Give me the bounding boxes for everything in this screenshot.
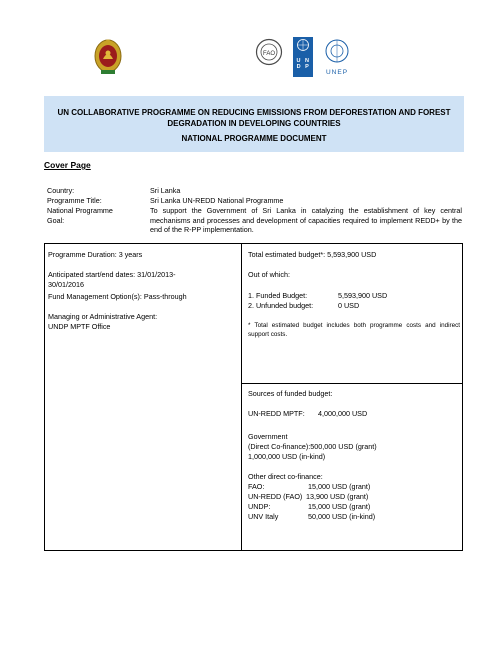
unv-label: UNV Italy xyxy=(248,512,279,521)
fao-value: 15,000 USD (grant) xyxy=(308,482,371,491)
programme-title-label: Programme Title: xyxy=(47,196,102,205)
goal-label-1: National Programme xyxy=(47,206,113,215)
undp-label: UNDP: xyxy=(248,502,271,511)
other-cofinance-title: Other direct co-finance: xyxy=(248,472,323,481)
svg-text:FAO: FAO xyxy=(262,51,276,57)
government-label: Government xyxy=(248,432,288,441)
title-line-3: NATIONAL PROGRAMME DOCUMENT xyxy=(181,134,327,143)
sri-lanka-emblem-icon xyxy=(93,37,123,77)
government-cofinance: (Direct Co-finance):500,000 USD (grant) xyxy=(248,442,377,451)
title-banner xyxy=(44,96,464,152)
fao-logo-icon xyxy=(255,38,283,66)
unfunded-budget-label: 2. Unfunded budget: xyxy=(248,301,314,310)
undp-logo xyxy=(293,37,313,77)
anticipated-dates-line-2: 30/01/2016 xyxy=(48,280,84,289)
title-line-2: DEGRADATION IN DEVELOPING COUNTRIES xyxy=(167,119,341,128)
sources-title: Sources of funded budget: xyxy=(248,389,333,398)
undp-text: U N D P xyxy=(296,58,310,70)
out-of-which: Out of which: xyxy=(248,270,290,279)
unfunded-budget-value: 0 USD xyxy=(338,301,360,310)
unredd-fao-label: UN-REDD (FAO) xyxy=(248,492,303,501)
unep-emblem-icon xyxy=(320,38,354,64)
unep-logo xyxy=(320,38,354,74)
managing-agent-label: Managing or Administrative Agent: xyxy=(48,312,158,321)
fund-management-option: Fund Management Option(s): Pass-through xyxy=(48,292,187,301)
programme-duration: Programme Duration: 3 years xyxy=(48,250,143,259)
table-column-divider xyxy=(241,243,242,551)
programme-title-value: Sri Lanka UN-REDD National Programme xyxy=(150,196,284,205)
title-line-1: UN COLLABORATIVE PROGRAMME ON REDUCING EMISSIONS FROM DEFORESTATION AND FOREST xyxy=(57,108,451,117)
unredd-mptf-value: 4,000,000 USD xyxy=(318,409,368,418)
fao-label: FAO: xyxy=(248,482,265,491)
country-value: Sri Lanka xyxy=(150,186,181,195)
table-row-divider xyxy=(241,383,463,384)
funded-budget-label: 1. Funded Budget: xyxy=(248,291,308,300)
unredd-fao-value: 13,900 USD (grant) xyxy=(306,492,369,501)
unredd-mptf-label: UN-REDD MPTF: xyxy=(248,409,305,418)
government-inkind: 1,000,000 USD (in-kind) xyxy=(248,452,326,461)
unv-value: 50,000 USD (in-kind) xyxy=(308,512,376,521)
cover-page-heading: Cover Page xyxy=(44,160,91,170)
goal-label-2: Goal: xyxy=(47,216,65,225)
funded-budget-value: 5,593,900 USD xyxy=(338,291,388,300)
country-label: Country: xyxy=(47,186,75,195)
anticipated-dates-line-1: Anticipated start/end dates: 31/01/2013- xyxy=(48,270,176,279)
unep-text: UNEP xyxy=(325,69,349,76)
un-emblem-icon xyxy=(293,37,313,53)
undp-value: 15,000 USD (grant) xyxy=(308,502,371,511)
budget-footnote: * Total estimated budget includes both programme costs and indirect support costs. xyxy=(248,322,460,338)
managing-agent-value: UNDP MPTF Office xyxy=(48,322,111,331)
goal-value: To support the Government of Sri Lanka in catalyzing the establishment of key central mechanisms and processes and development of capacities required to implement REDD+ by the end of the R-PP implementation. xyxy=(150,206,462,234)
total-budget: Total estimated budget*: 5,593,900 USD xyxy=(248,250,377,259)
